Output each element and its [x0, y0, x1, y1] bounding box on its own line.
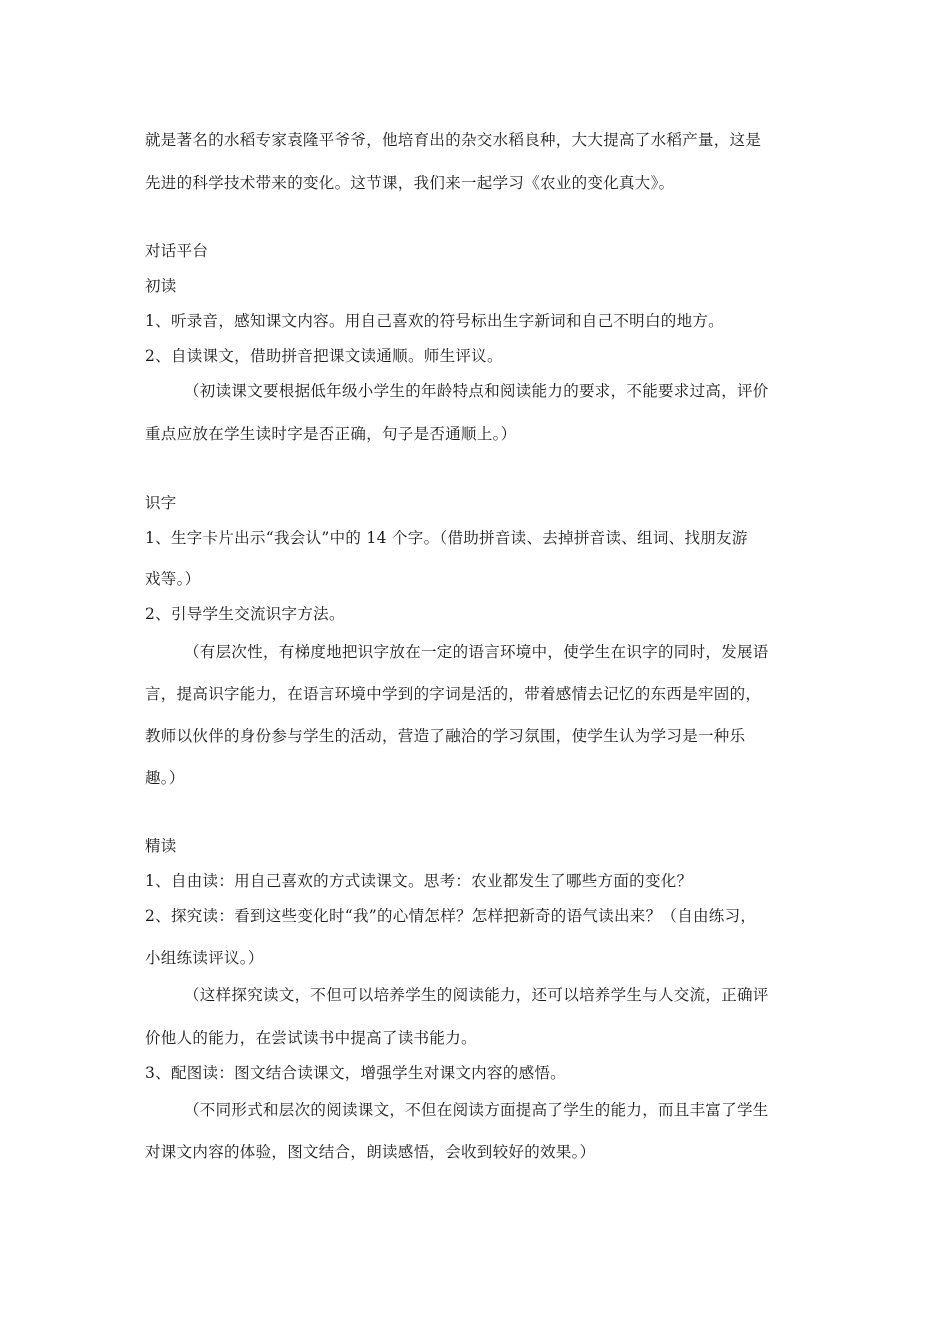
list-item: 1、自由读：用自己喜欢的方式读课文。思考：农业都发生了哪些方面的变化？ [145, 872, 693, 890]
note-line: （不同形式和层次的阅读课文，不但在阅读方面提高了学生的能力，而且丰富了学生 [184, 1101, 769, 1119]
note-line: （有层次性，有梯度地把识字放在一定的语言环境中，使学生在识字的同时，发展语 [184, 643, 769, 661]
paragraph-line: 就是著名的水稻专家袁隆平爷爷，他培育出的杂交水稻良种，大大提高了水稻产量，这是 [145, 131, 762, 149]
note-line: 言，提高识字能力，在语言环境中学到的字词是活的，带着感情去记忆的东西是牢固的， [145, 685, 762, 703]
list-item: 1、生字卡片出示“我会认”中的 14 个字。（借助拼音读、去掉拼音读、组词、找朋友游 [145, 529, 748, 547]
section-heading: 对话平台 [145, 242, 209, 260]
list-item: 戏等。） [145, 570, 201, 588]
note-line: 对课文内容的体验，图文结合，朗读感悟，会收到较好的效果。） [145, 1143, 596, 1161]
section-heading: 精读 [145, 837, 177, 855]
list-item: 2、自读课文，借助拼音把课文读通顺。师生评议。 [145, 347, 503, 365]
note-line: 趣。） [145, 769, 185, 787]
list-item: 2、探究读：看到这些变化时“我”的心情怎样？怎样把新奇的语气读出来？（自由练习， [145, 907, 757, 925]
list-item: 1、听录音，感知课文内容。用自己喜欢的符号标出生字新词和自己不明白的地方。 [145, 312, 724, 330]
note-line: 价他人的能力，在尝试读书中提高了读书能力。 [145, 1029, 477, 1047]
note-line: （这样探究读文，不但可以培养学生的阅读能力，还可以培养学生与人交流，正确评 [184, 986, 769, 1004]
note-line: 重点应放在学生读时字是否正确，句子是否通顺上。） [145, 425, 517, 443]
section-heading: 识字 [145, 494, 177, 512]
note-line: 教师以伙伴的身份参与学生的活动，营造了融洽的学习氛围，使学生认为学习是一种乐 [145, 727, 746, 745]
section-heading: 初读 [145, 277, 177, 295]
list-item: 2、引导学生交流识字方法。 [145, 605, 345, 623]
paragraph-line: 先进的科学技术带来的变化。这节课，我们来一起学习《农业的变化真大》。 [145, 174, 675, 192]
list-item: 小组练读评议。） [145, 949, 264, 967]
list-item: 3、配图读：图文结合读课文，增强学生对课文内容的感悟。 [145, 1064, 566, 1082]
note-line: （初读课文要根据低年级小学生的年龄特点和阅读能力的要求，不能要求过高，评价 [184, 382, 769, 400]
